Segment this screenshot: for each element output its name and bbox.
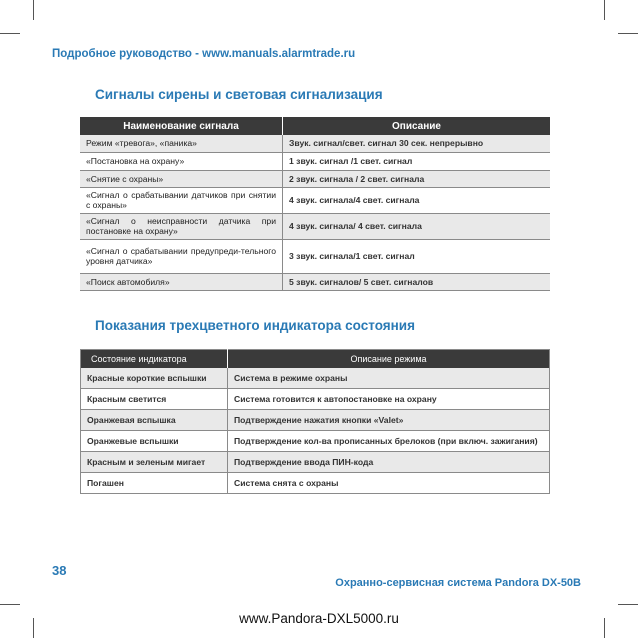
signal-description: 3 звук. сигнала/1 свет. сигнал [283,239,551,273]
mode-description: Подтверждение нажатия кнопки «Valet» [228,410,550,431]
header-link[interactable]: Подробное руководство - www.manuals.alarmtrade.ru [52,48,356,60]
watermark-url[interactable]: www.Pandora-DXL5000.ru [239,611,399,626]
indicator-table [80,349,550,494]
table-row [81,410,550,431]
mode-description: Подтверждение ввода ПИН-кода [228,452,550,473]
signals-table [80,117,550,291]
signal-name: «Сигнал о срабатывании предупреди-тельного уровня датчика» [80,239,283,273]
table-row [80,152,550,170]
section-title-signals: Сигналы сирены и световая сигнализация [95,87,383,102]
column-header: Состояние индикатора [81,350,228,369]
column-header: Наименование сигнала [80,117,283,135]
indicator-state: Красным и зеленым мигает [81,452,228,473]
table-row [80,187,550,213]
table-row [80,239,550,273]
signal-name: «Поиск автомобиля» [80,273,283,290]
signal-description: 4 звук. сигнала/4 свет. сигнала [283,187,551,213]
crop-mark [618,604,638,605]
mode-description: Подтверждение кол-ва прописанных брелоков (при включ. зажигания) [228,431,550,452]
table-row [81,473,550,494]
column-header: Описание [283,117,551,135]
indicator-state: Красным светится [81,389,228,410]
crop-mark [0,604,20,605]
table-row [81,368,550,389]
signal-name: Режим «тревога», «паника» [80,135,283,152]
signal-name: «Сигнал о срабатывании датчиков при снятии с охраны» [80,187,283,213]
crop-mark [33,0,34,20]
table-row [81,389,550,410]
indicator-state: Красные короткие вспышки [81,368,228,389]
table-row [80,170,550,187]
table-row [80,135,550,152]
indicator-state: Погашен [81,473,228,494]
signal-description: 4 звук. сигнала/ 4 свет. сигнала [283,213,551,239]
indicator-state: Оранжевая вспышка [81,410,228,431]
crop-mark [618,33,638,34]
table-row [80,213,550,239]
crop-mark [604,0,605,20]
footer-title: Охранно-сервисная система Pandora DX-50B [335,577,581,589]
mode-description: Система в режиме охраны [228,368,550,389]
signal-name: «Сигнал о неисправности датчика при постановке на охрану» [80,213,283,239]
table-row [81,452,550,473]
page-number: 38 [52,563,67,578]
indicator-state: Оранжевые вспышки [81,431,228,452]
section-title-indicator: Показания трехцветного индикатора состояния [95,318,415,333]
signal-description: 2 звук. сигнала / 2 свет. сигнала [283,170,551,187]
crop-mark [0,33,20,34]
column-header: Описание режима [228,350,550,369]
table-row [80,273,550,290]
signal-name: «Снятие с охраны» [80,170,283,187]
signal-description: Звук. сигнал/свет. сигнал 30 сек. непрерывно [283,135,551,152]
signal-description: 1 звук. сигнал /1 свет. сигнал [283,152,551,170]
signal-name: «Постановка на охрану» [80,152,283,170]
table-row [81,431,550,452]
table-header-row [81,350,550,369]
mode-description: Система готовится к автопостановке на охрану [228,389,550,410]
signal-description: 5 звук. сигналов/ 5 свет. сигналов [283,273,551,290]
mode-description: Система снята с охраны [228,473,550,494]
table-header-row [80,117,550,135]
